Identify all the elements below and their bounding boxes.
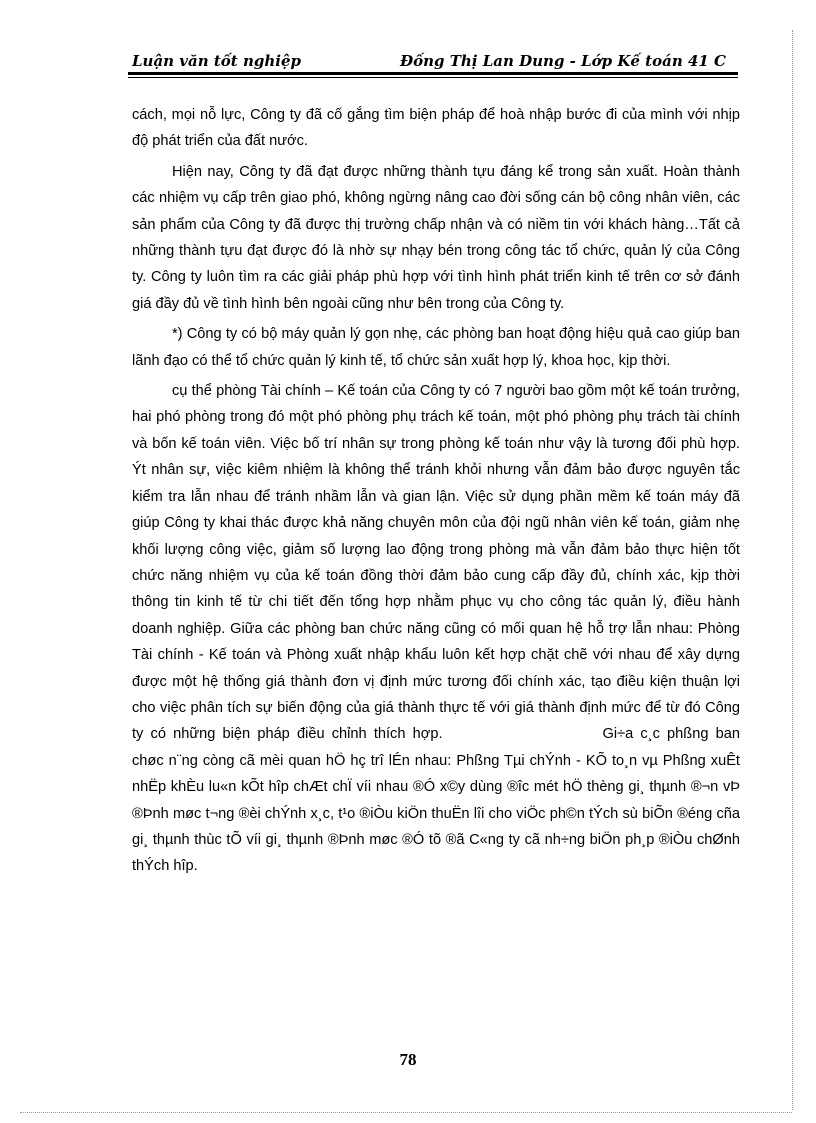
garbled-text-lead: Gi÷a c¸c phßng ban chøc <box>132 726 740 769</box>
running-header <box>128 50 732 72</box>
paragraph-accounting-text: cụ thể phòng Tài chính – Kế toán của Công ty có 7 người bao gồm một kế toán trưởng, hai phó phòng trong đó một phó phòng phụ trách kế toán, một phó phòng phụ trách tài chính và bốn kế toán viên. Việc bố trí nhân sự trong phòng kế toán như vậy là tương đối phù hợp. Ýt nhân sự, việc kiêm nhiệm là không thể tránh khỏi nhưng vẫn đảm bảo được nguyên tắc kiểm tra lẫn nhau để tránh nhầm lẫn và gian lận. Việc sử dụng phần mềm kế toán máy đã giúp Công ty khai thác được khả năng chuyên môn của đội ngũ nhân viên kế toán, giảm nhẹ khối lượng công việc, giảm số lượng lao động trong phòng mà vẫn đảm bảo thực hiện tốt chức năng nhiệm vụ của kế toán đồng thời đảm bảo cung cấp đầy đủ, chính xác, kịp thời thông tin kinh tế từ chi tiết đến tổng hợp nhằm phục vụ cho công tác quản lý, điều hành doanh nghiệp. Giữa các phòng ban chức năng cũng có mối quan hệ hỗ trợ lẫn nhau: Phòng Tài chính - Kế toán và Phòng xuất nhập khẩu luôn kết hợp chặt chẽ với nhau để xây dựng được một hệ thống giá thành đơn vị định mức tương đối chính xác, tạo điều kiện thuận lợi cho việc phân tích sự biến động của giá thành thực tế với giá thành định mức để từ đó Công ty có những biện pháp điều chỉnh thích hợp. <box>132 383 740 743</box>
body-text <box>132 102 740 884</box>
paragraph-management: *) Công ty có bộ máy quản lý gọn nhẹ, các phòng ban hoạt động hiệu quả cao giúp ban lãnh đạo có thể tổ chức quản lý kinh tế, tổ chức sản xuất hợp lý, khoa học, kịp thời. <box>132 326 740 369</box>
paragraph-accounting-department <box>132 378 740 880</box>
header-title: Luận văn tốt nghiệp <box>132 52 301 70</box>
paragraph-achievements: Hiện nay, Công ty đã đạt được những thành tựu đáng kể trong sản xuất. Hoàn thành các nhiệm vụ cấp trên giao phó, không ngừng nâng cao đời sống cán bộ công nhân viên, các sản phẩm của Công ty đã được thị trường chấp nhận và có niềm tin với khách hàng…Tất cả những thành tựu đạt được đó là nhờ sự nhạy bén trong công tác tổ chức, quản lý của Công ty. Công ty luôn tìm ra các giải pháp phù hợp với tình hình phát triển kinh tế trên cơ sở đánh giá đầy đủ về tình hình bên ngoài cũng như bên trong của Công ty. <box>132 163 740 312</box>
page-border-bottom <box>20 1112 792 1113</box>
header-rule-thick <box>128 72 738 75</box>
garbled-text: n¨ng còng cã mèi quan hÖ hç trî lÉn nhau: Phßng Tµi chÝnh - KÕ to¸n vµ Phßng xuÊt nhËp khÈu lu«n kÕt hîp chÆt chÏ víi nhau ®Ó x©y dùng ®îc mét hÖ thèng gi¸ thµnh ®¬n vÞ ®Þnh møc t¬ng ®èi chÝnh x¸c, t¹o ®iÒu kiÖn thuËn lîi cho viÖc ph©n tÝch sù biÕn ®éng cña gi¸ thµnh thùc tÕ víi gi¸ thµnh ®Þnh møc ®Ó tõ ®ã C«ng ty cã nh÷ng biÖn ph¸p ®iÒu chØnh thÝch hîp. <box>132 752 740 875</box>
header-rule-thin <box>128 77 738 78</box>
page-number: 78 <box>399 1050 417 1069</box>
page-border-right <box>792 30 793 1110</box>
header-author: Đống Thị Lan Dung - Lớp Kế toán 41 C <box>400 52 726 70</box>
paragraph-continuation: cách, mọi nỗ lực, Công ty đã cố gắng tìm biện pháp để hoà nhập bước đi của mình với nhịp độ phát triển của đất nước. <box>132 107 740 150</box>
